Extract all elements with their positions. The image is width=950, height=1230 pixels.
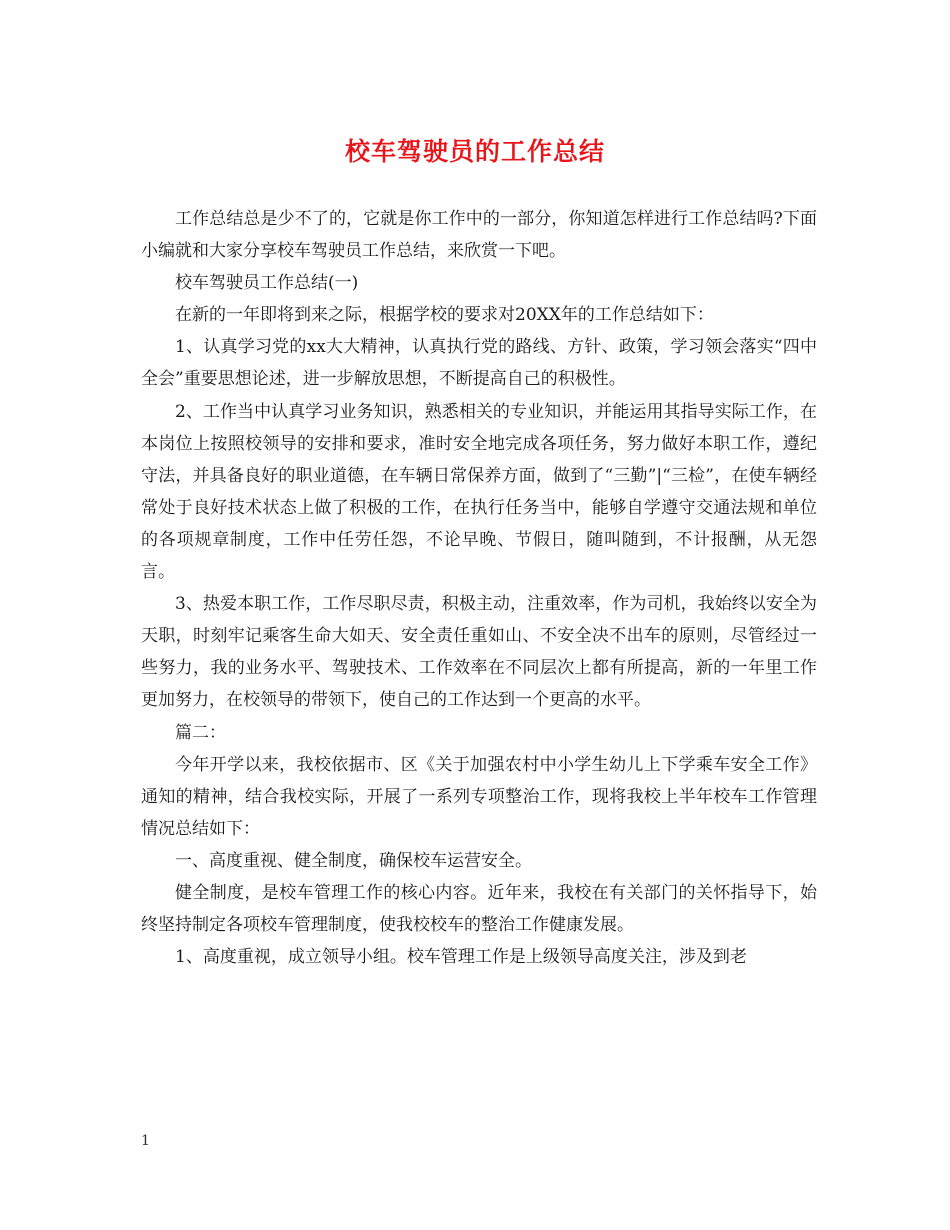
paragraph-item-3: 3、热爱本职工作，工作尽职尽责，积极主动，注重效率，作为司机，我始终以安全为天职，时刻牢记乘客生命大如天、安全责任重如山、不安全决不出车的原则，尽管经过一些努力，我的业务水平、驾驶技术、工作效率在不同层次上都有所提高，新的一年里工作更加努力，在校领导的带领下，使自己的工作达到一个更高的水平。 <box>141 594 817 711</box>
paragraph-part2-intro: 今年开学以来，我校依据市、区《关于加强农村中小学生幼儿上下学乘车安全工作》通知的精神，结合我校实际，开展了一系列专项整治工作，现将我校上半年校车工作管理情况总结如下： <box>141 754 817 839</box>
paragraph-item-1: 1、认真学习党的xx大大精神，认真执行党的路线、方针、政策，学习领会落实“四中全会”重要思想论述，进一步解放思想，不断提高自己的积极性。 <box>141 337 817 390</box>
paragraph-part2-item-1: 1、高度重视，成立领导小组。校车管理工作是上级领导高度关注，涉及到老 <box>175 947 747 968</box>
paragraph-opening: 在新的一年即将到来之际，根据学校的要求对20XX年的工作总结如下： <box>175 305 714 326</box>
document-title: 校车驾驶员的工作总结 <box>344 137 605 166</box>
page-number: 1 <box>141 1133 150 1149</box>
paragraph-part2-heading-1: 一、高度重视、健全制度，确保校车运营安全。 <box>175 850 532 871</box>
paragraph-item-2: 2、工作当中认真学习业务知识，熟悉相关的专业知识，并能运用其指导实际工作，在本岗位上按照校领导的安排和要求，准时安全地完成各项任务，努力做好本职工作，遵纪守法，并具备良好的职业道德，在车辆日常保养方面，做到了“三勤”|“三检”，在使车辆经常处于良好技术状态上做了积极的工作，在执行任务当中，能够自学遵守交通法规和单位的各项规章制度，工作中任劳任怨，不论早晚、节假日，随叫随到，不计报酬，从无怨言。 <box>141 401 817 583</box>
paragraph-intro: 工作总结总是少不了的，它就是你工作中的一部分，你知道怎样进行工作总结吗?下面小编就和大家分享校车驾驶员工作总结，来欣赏一下吧。 <box>141 209 817 262</box>
document-body <box>141 203 817 973</box>
paragraph-part2-system: 健全制度，是校车管理工作的核心内容。近年来，我校在有关部门的关怀指导下，始终坚持制定各项校车管理制度，使我校校车的整治工作健康发展。 <box>141 882 817 936</box>
paragraph-section-heading-1: 校车驾驶员工作总结(一) <box>175 273 359 294</box>
paragraph-section-heading-2: 篇二： <box>175 722 226 743</box>
